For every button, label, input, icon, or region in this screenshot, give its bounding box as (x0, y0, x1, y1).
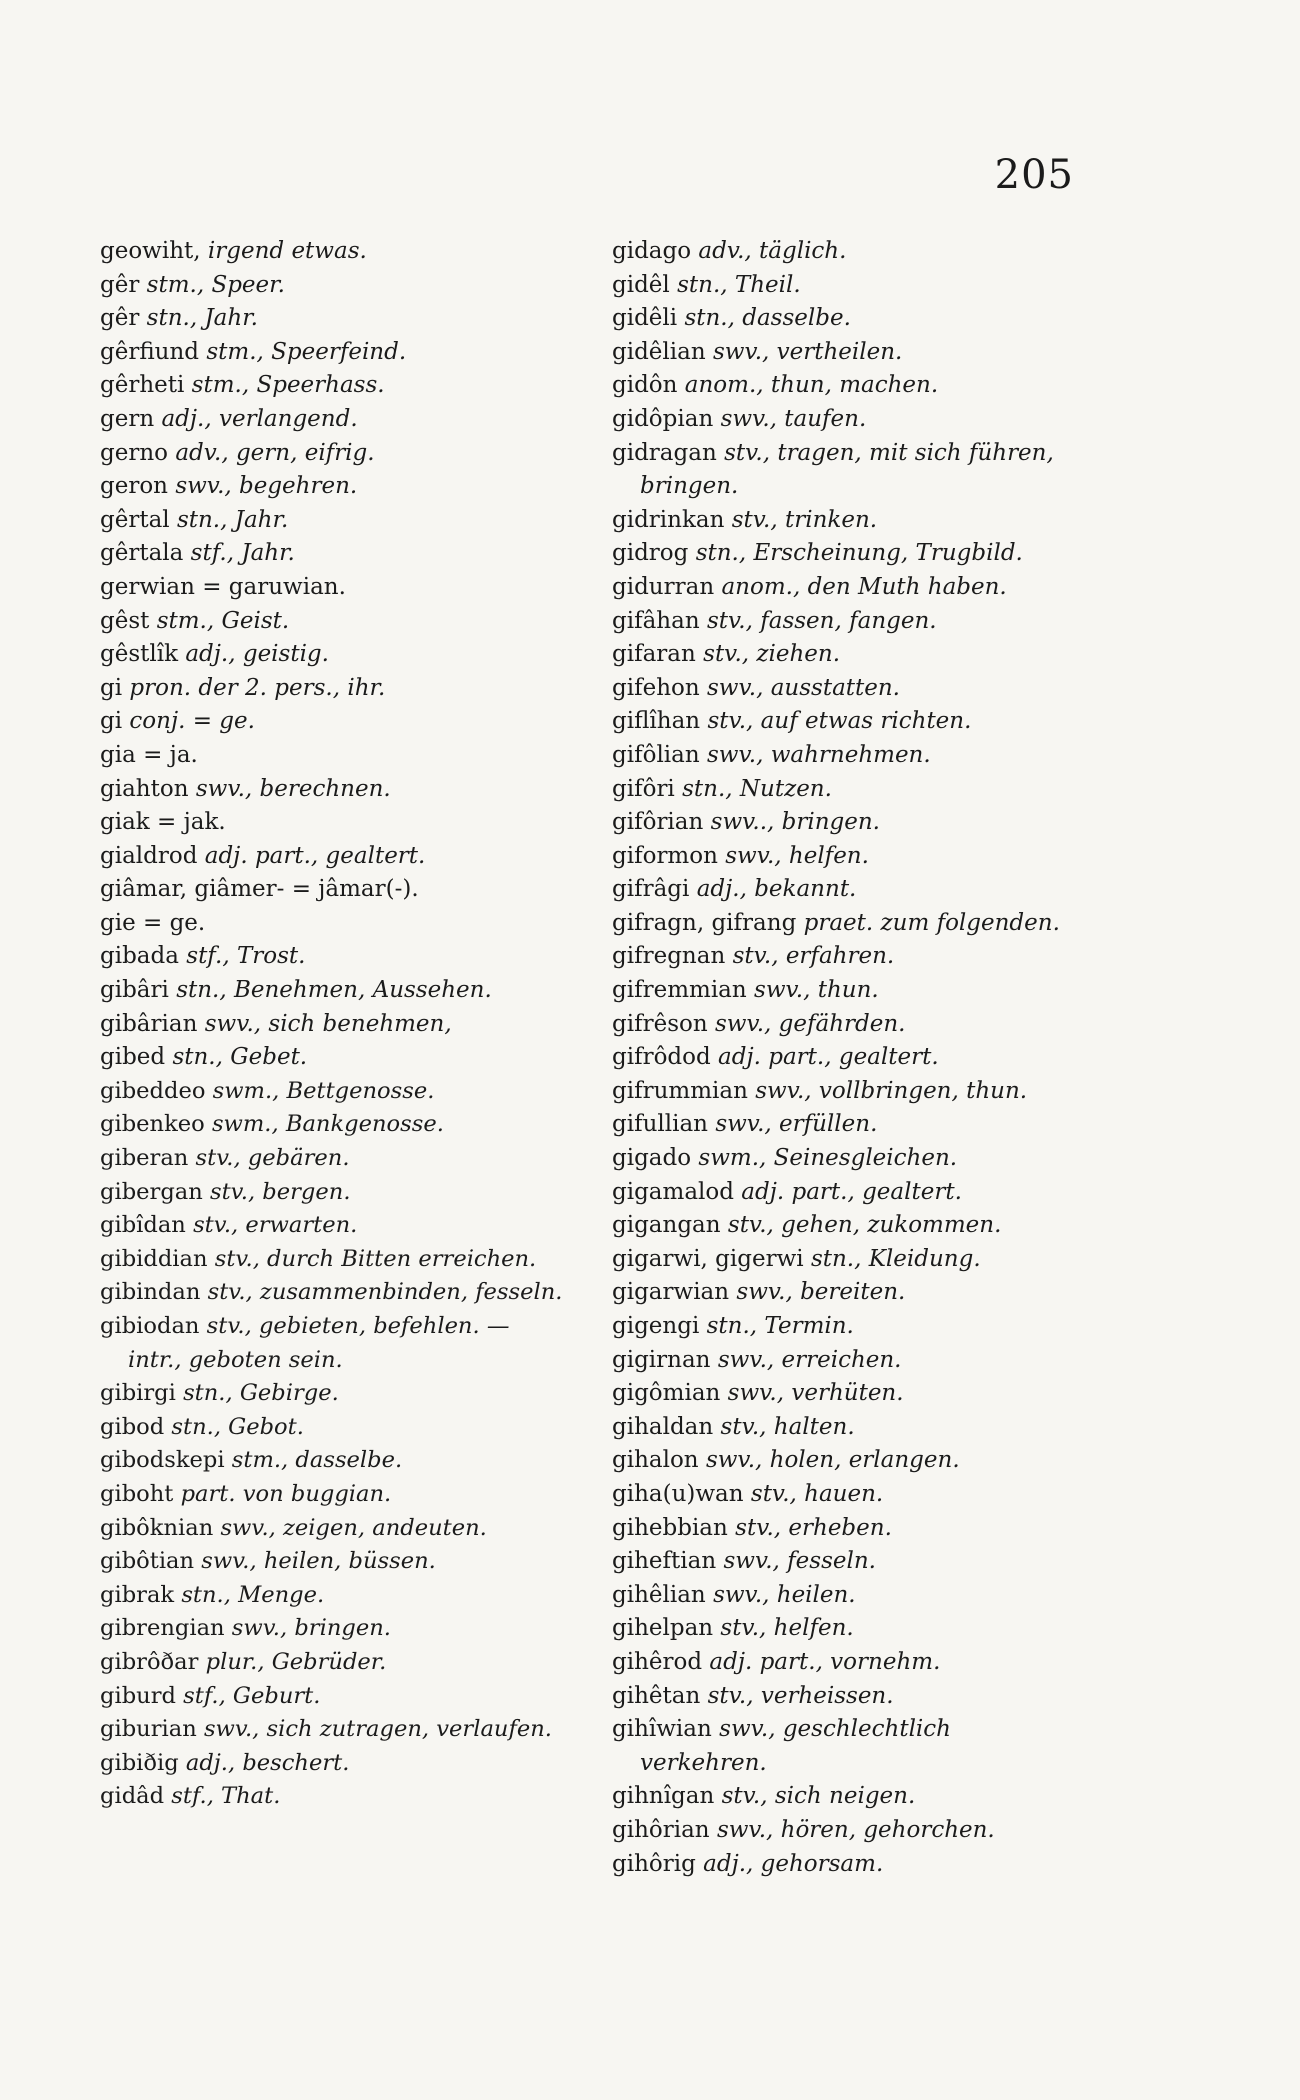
dictionary-entry (612, 638, 1084, 672)
entry-gloss: adv., gern, eifrig. (175, 439, 375, 466)
dictionary-entry (100, 1612, 570, 1646)
dictionary-entry (100, 773, 570, 807)
entry-gloss: swv., holen, erlangen. (705, 1447, 960, 1474)
dictionary-entry (100, 470, 570, 504)
dictionary-entry (100, 1243, 570, 1277)
entry-gloss: swm., Bankgenosse. (211, 1111, 444, 1138)
dictionary-entry (612, 1209, 1084, 1243)
entry-gloss: stm., Speerhass. (191, 372, 385, 399)
entry-gloss: swv., thun. (754, 977, 879, 1004)
entry-headword: gibâri (100, 977, 169, 1004)
entry-headword: giformon (612, 842, 718, 869)
entry-gloss: adj., beschert. (185, 1749, 350, 1776)
dictionary-entry (100, 940, 570, 974)
entry-gloss: adj. part., gealtert. (204, 842, 426, 869)
entry-gloss: adj. part., gealtert. (718, 1044, 939, 1071)
entry-gloss: swv., wahrnehmen. (707, 741, 931, 768)
dictionary-entry (612, 1713, 1084, 1780)
entry-headword: giâmar, giâmer- = jâmar(-). (100, 876, 419, 903)
entry-headword: gifrôdod (612, 1044, 711, 1071)
dictionary-entry (100, 504, 570, 538)
dictionary-entry (612, 1478, 1084, 1512)
dictionary-entry (612, 974, 1084, 1008)
dictionary-entry (612, 235, 1084, 269)
dictionary-entry (612, 269, 1084, 303)
entry-headword: gifregnan (612, 943, 726, 970)
dictionary-entry (100, 672, 570, 706)
entry-headword: gibiðig (100, 1749, 179, 1776)
entry-headword: gibod (100, 1413, 165, 1440)
dictionary-entry (100, 705, 570, 739)
entry-headword: gêrheti (100, 372, 185, 399)
entry-headword: gidôpian (612, 405, 714, 432)
entry-headword: gihaldan (612, 1413, 714, 1440)
entry-headword: gêr (100, 305, 140, 332)
entry-headword: gibodskepi (100, 1447, 225, 1474)
entry-headword: gidrinkan (612, 506, 725, 533)
entry-gloss: swv., taufen. (720, 405, 867, 432)
entry-headword: gibôtian (100, 1548, 195, 1575)
dictionary-entry (612, 1848, 1084, 1882)
entry-headword: gifrummian (612, 1077, 748, 1104)
dictionary-entry (612, 840, 1084, 874)
entry-headword: gihêtan (612, 1682, 701, 1709)
entry-gloss: stn., Gebirge. (183, 1380, 339, 1407)
entry-gloss: swv., heilen, büssen. (201, 1548, 436, 1575)
entry-headword: gibârian (100, 1010, 198, 1037)
dictionary-entry (100, 1310, 570, 1377)
dictionary-entry (100, 1276, 570, 1310)
entry-gloss: stf., Trost. (186, 943, 306, 970)
entry-headword: gifullian (612, 1111, 708, 1138)
entry-gloss: stv., fassen, fangen. (706, 607, 937, 634)
entry-headword: gibed (100, 1044, 166, 1071)
entry-gloss: plur., Gebrüder. (205, 1648, 387, 1675)
entry-headword: gi (100, 674, 123, 701)
entry-gloss: stn., Menge. (181, 1581, 325, 1608)
entry-gloss: stv., gebieten, befehlen. — intr., geboten sein. (128, 1313, 510, 1373)
entry-headword: gie = ge. (100, 909, 206, 936)
entry-headword: gidâd (100, 1783, 165, 1810)
dictionary-entry (612, 1041, 1084, 1075)
entry-gloss: stn., Termin. (706, 1313, 854, 1339)
entry-headword: giburian (100, 1716, 197, 1743)
entry-gloss: adj., gehorsam. (703, 1850, 884, 1877)
entry-headword: gihîwian (612, 1716, 712, 1743)
entry-headword: gihelpan (612, 1615, 714, 1642)
dictionary-entry (100, 1478, 570, 1512)
dictionary-entry (100, 974, 570, 1008)
entry-headword: gibrengian (100, 1615, 225, 1642)
entry-gloss: stn., Theil. (677, 271, 801, 298)
entry-headword: gigômian (612, 1380, 721, 1407)
entry-headword: giburd (100, 1682, 176, 1709)
entry-gloss: stn., Nutzen. (682, 775, 832, 802)
entry-gloss: anom., den Muth haben. (721, 573, 1007, 600)
dictionary-entry (100, 1680, 570, 1714)
dictionary-entry (612, 302, 1084, 336)
dictionary-entry (612, 1008, 1084, 1042)
dictionary-entry (612, 1814, 1084, 1848)
entry-headword: gifâhan (612, 607, 700, 634)
entry-gloss: conj. = ge. (129, 708, 255, 735)
entry-headword: gêst (100, 607, 150, 634)
dictionary-entry (612, 437, 1084, 504)
entry-gloss: stv., erwarten. (193, 1212, 358, 1239)
entry-gloss: stv., hauen. (750, 1480, 884, 1507)
entry-gloss: stv., verheissen. (707, 1682, 894, 1709)
entry-headword: gêrtal (100, 506, 170, 533)
entry-headword: gêrfiund (100, 338, 200, 365)
entry-headword: gibiodan (100, 1313, 200, 1339)
entry-gloss: stn., dasselbe. (684, 305, 851, 332)
dictionary-entry (100, 1209, 570, 1243)
entry-headword: gibenkeo (100, 1111, 205, 1138)
dictionary-entry (100, 269, 570, 303)
entry-gloss: stv., trinken. (731, 506, 878, 533)
entry-gloss: swv., erreichen. (717, 1346, 902, 1373)
entry-headword: gifehon (612, 674, 700, 701)
entry-headword: gia = ja. (100, 741, 198, 768)
entry-headword: gigamalod (612, 1178, 734, 1205)
entry-headword: gidôn (612, 372, 678, 399)
entry-gloss: stv., halten. (720, 1413, 855, 1440)
dictionary-entry (100, 1041, 570, 1075)
entry-gloss: stv., zusammenbinden, fesseln. (207, 1279, 563, 1306)
right-column (612, 235, 1084, 1881)
entry-headword: gifôrian (612, 809, 704, 836)
dictionary-entry (100, 571, 570, 605)
entry-headword: gibergan (100, 1178, 203, 1205)
page-number: 205 (994, 152, 1074, 198)
entry-gloss: swv., bereiten. (736, 1279, 906, 1306)
dictionary-entry (100, 1377, 570, 1411)
entry-headword: gêstlîk (100, 641, 179, 668)
dictionary-entry (612, 1411, 1084, 1445)
entry-headword: gihôrian (612, 1816, 710, 1843)
entry-headword: gêr (100, 271, 140, 298)
entry-headword: gidêlian (612, 338, 706, 365)
dictionary-entry (100, 1780, 570, 1814)
entry-gloss: swv., vollbringen, thun. (755, 1077, 1028, 1104)
dictionary-entry (612, 1780, 1084, 1814)
dictionary-entry (612, 1344, 1084, 1378)
dictionary-entry (612, 806, 1084, 840)
entry-headword: gifremmian (612, 977, 747, 1004)
entry-headword: geowiht, (100, 238, 201, 264)
entry-gloss: swv., erfüllen. (715, 1111, 878, 1138)
entry-headword: gibada (100, 943, 179, 970)
dictionary-entry (612, 1444, 1084, 1478)
entry-gloss: stv., erfahren. (732, 943, 895, 970)
entry-headword: gihnîgan (612, 1783, 715, 1810)
dictionary-entry (100, 336, 570, 370)
entry-headword: gidurran (612, 573, 715, 600)
entry-gloss: stm., dasselbe. (231, 1447, 403, 1474)
entry-gloss: stv., ziehen. (703, 641, 841, 668)
dictionary-entry (100, 840, 570, 874)
dictionary-entry (100, 739, 570, 773)
entry-gloss: praet. zum folgenden. (803, 909, 1060, 936)
entry-gloss: swv., geschlechtlich verkehren. (640, 1716, 951, 1776)
entry-gloss: adj. part., vornehm. (709, 1648, 941, 1675)
entry-gloss: stv., tragen, mit sich führen, bringen. (640, 439, 1054, 500)
entry-headword: gifrâgi (612, 876, 690, 903)
entry-headword: gigarwian (612, 1279, 730, 1306)
dictionary-entry (100, 537, 570, 571)
dictionary-entry (100, 1713, 570, 1747)
entry-headword: gerwian = garuwian. (100, 573, 346, 600)
entry-gloss: stm., Geist. (156, 607, 290, 634)
dictionary-entry (612, 336, 1084, 370)
entry-headword: gi (100, 708, 123, 735)
entry-gloss: swv., verhüten. (727, 1380, 904, 1407)
entry-gloss: stm., Speerfeind. (206, 338, 407, 365)
dictionary-entry (100, 302, 570, 336)
dictionary-entry (100, 1142, 570, 1176)
entry-gloss: pron. der 2. pers., ihr. (129, 674, 386, 701)
dictionary-entry (612, 1512, 1084, 1546)
dictionary-entry (612, 1276, 1084, 1310)
entry-gloss: swv., berechnen. (195, 775, 391, 802)
entry-headword: giboht (100, 1480, 174, 1507)
entry-gloss: adj., geistig. (185, 641, 329, 668)
entry-gloss: stn., Jahr. (176, 506, 289, 533)
entry-gloss: swv., sich zutragen, verlaufen. (203, 1716, 552, 1743)
entry-gloss: stn., Erscheinung, Trugbild. (695, 540, 1023, 567)
entry-headword: giflîhan (612, 708, 701, 735)
entry-headword: giahton (100, 775, 189, 802)
entry-gloss: stv., auf etwas richten. (707, 708, 972, 735)
entry-gloss: stf., Jahr. (190, 540, 295, 567)
entry-headword: gibeddeo (100, 1077, 206, 1104)
entry-headword: gibîdan (100, 1212, 186, 1239)
dictionary-entry (100, 1108, 570, 1142)
entry-gloss: stv., durch Bitten erreichen. (214, 1245, 537, 1272)
entry-headword: gidago (612, 238, 692, 264)
dictionary-entry (100, 806, 570, 840)
entry-gloss: swv.., bringen. (710, 809, 880, 836)
entry-headword: giberan (100, 1145, 189, 1172)
entry-headword: gifragn, gifrang (612, 909, 797, 936)
dictionary-entry (100, 1646, 570, 1680)
entry-gloss: stn., Gebot. (171, 1413, 304, 1440)
entry-gloss: stf., Geburt. (183, 1682, 321, 1709)
entry-headword: gibrôðar (100, 1648, 199, 1675)
entry-headword: gifrêson (612, 1010, 708, 1037)
dictionary-entry (100, 1579, 570, 1613)
entry-headword: gigado (612, 1145, 692, 1172)
dictionary-entry (612, 1243, 1084, 1277)
entry-headword: gidragan (612, 439, 717, 466)
entry-headword: giheftian (612, 1548, 717, 1575)
dictionary-entry (100, 403, 570, 437)
dictionary-entry (100, 235, 570, 269)
entry-headword: gigirnan (612, 1346, 711, 1373)
dictionary-entry (612, 705, 1084, 739)
dictionary-entry (612, 1377, 1084, 1411)
dictionary-entry (100, 1008, 570, 1042)
entry-headword: gihôrig (612, 1850, 696, 1877)
entry-gloss: swm., Seinesgleichen. (698, 1145, 958, 1172)
dictionary-entry (100, 1444, 570, 1478)
entry-gloss: stn., Benehmen, Aussehen. (176, 977, 492, 1004)
entry-headword: gihêrod (612, 1648, 703, 1675)
dictionary-entry (612, 1680, 1084, 1714)
dictionary-entry (100, 1747, 570, 1781)
entry-gloss: stn., Kleidung. (810, 1245, 981, 1272)
entry-gloss: swv., helfen. (725, 842, 869, 869)
dictionary-entry (612, 739, 1084, 773)
entry-headword: gern (100, 405, 155, 432)
dictionary-entry (100, 369, 570, 403)
entry-headword: gihebbian (612, 1514, 728, 1541)
entry-gloss: swv., vertheilen. (712, 338, 903, 365)
entry-gloss: stv., sich neigen. (721, 1783, 916, 1810)
dictionary-entry (100, 1545, 570, 1579)
dictionary-entry (612, 1108, 1084, 1142)
entry-headword: giak = jak. (100, 809, 226, 836)
entry-gloss: stm., Speer. (146, 271, 285, 298)
entry-headword: gerno (100, 439, 168, 466)
dictionary-entry (612, 369, 1084, 403)
dictionary-entry (100, 1075, 570, 1109)
entry-headword: gêrtala (100, 540, 184, 567)
entry-gloss: part. von buggian. (180, 1480, 392, 1507)
entry-headword: gifaran (612, 641, 696, 668)
dictionary-entry (612, 571, 1084, 605)
dictionary-entry (612, 1142, 1084, 1176)
entry-headword: gibrak (100, 1581, 175, 1608)
dictionary-entry (612, 1646, 1084, 1680)
entry-headword: gidêl (612, 271, 670, 298)
entry-headword: gibiddian (100, 1245, 208, 1272)
entry-gloss: adj., verlangend. (161, 405, 358, 432)
entry-gloss: anom., thun, machen. (684, 372, 939, 399)
entry-headword: gibôknian (100, 1514, 214, 1541)
entry-gloss: stv., bergen. (210, 1178, 351, 1205)
entry-headword: gihalon (612, 1447, 699, 1474)
dictionary-entry (612, 605, 1084, 639)
dictionary-entry (100, 1512, 570, 1546)
dictionary-entry (612, 1612, 1084, 1646)
entry-gloss: swv., fesseln. (723, 1548, 876, 1575)
dictionary-entry (100, 437, 570, 471)
left-column (100, 235, 570, 1814)
dictionary-entry (100, 873, 570, 907)
dictionary-entry (612, 1579, 1084, 1613)
entry-headword: gibindan (100, 1279, 201, 1306)
entry-gloss: stv., gehen, zukommen. (727, 1212, 1002, 1239)
entry-gloss: adj. part., gealtert. (741, 1178, 962, 1205)
dictionary-entry (612, 873, 1084, 907)
entry-gloss: swv., begehren. (175, 473, 358, 500)
entry-gloss: swm., Bettgenosse. (212, 1077, 435, 1104)
entry-gloss: swv., hören, gehorchen. (716, 1816, 995, 1843)
entry-gloss: swv., ausstatten. (707, 674, 900, 701)
entry-gloss: swv., bringen. (231, 1615, 391, 1642)
entry-headword: gifôlian (612, 741, 700, 768)
entry-gloss: swv., gefährden. (714, 1010, 906, 1037)
entry-headword: gifôri (612, 775, 675, 802)
dictionary-entry (100, 1411, 570, 1445)
dictionary-entry (612, 504, 1084, 538)
entry-gloss: stf., That. (171, 1783, 281, 1810)
entry-gloss: stn., Jahr. (146, 305, 258, 332)
entry-headword: gigarwi, gigerwi (612, 1245, 804, 1272)
dictionary-entry (612, 1075, 1084, 1109)
entry-headword: gialdrod (100, 842, 198, 869)
entry-gloss: stv., helfen. (720, 1615, 854, 1642)
dictionary-entry (612, 1176, 1084, 1210)
entry-gloss: stv., gebären. (195, 1145, 350, 1172)
dictionary-entry (612, 672, 1084, 706)
entry-headword: geron (100, 473, 168, 500)
entry-headword: gidrog (612, 540, 689, 567)
entry-headword: gihêlian (612, 1581, 706, 1608)
entry-headword: gigengi (612, 1313, 700, 1339)
entry-headword: giha(u)wan (612, 1480, 744, 1507)
entry-gloss: adv., täglich. (698, 238, 847, 264)
entry-headword: gigangan (612, 1212, 721, 1239)
entry-gloss: swv., heilen. (713, 1581, 856, 1608)
dictionary-entry (612, 907, 1084, 941)
entry-headword: gidêli (612, 305, 678, 332)
dictionary-entry (612, 403, 1084, 437)
entry-headword: gibirgi (100, 1380, 176, 1407)
dictionary-entry (612, 1545, 1084, 1579)
dictionary-entry (612, 773, 1084, 807)
dictionary-entry (612, 1310, 1084, 1344)
entry-gloss: adj., bekannt. (696, 876, 857, 903)
entry-gloss: swv., zeigen, andeuten. (220, 1514, 487, 1541)
entry-gloss: stv., erheben. (735, 1514, 892, 1541)
dictionary-entry (100, 907, 570, 941)
entry-gloss: irgend etwas. (207, 238, 367, 264)
entry-gloss: swv., sich benehmen, (204, 1010, 452, 1037)
entry-gloss: stn., Gebet. (172, 1044, 308, 1071)
dictionary-entry (100, 1176, 570, 1210)
dictionary-entry (100, 638, 570, 672)
dictionary-entry (100, 605, 570, 639)
dictionary-entry (612, 537, 1084, 571)
dictionary-entry (612, 940, 1084, 974)
